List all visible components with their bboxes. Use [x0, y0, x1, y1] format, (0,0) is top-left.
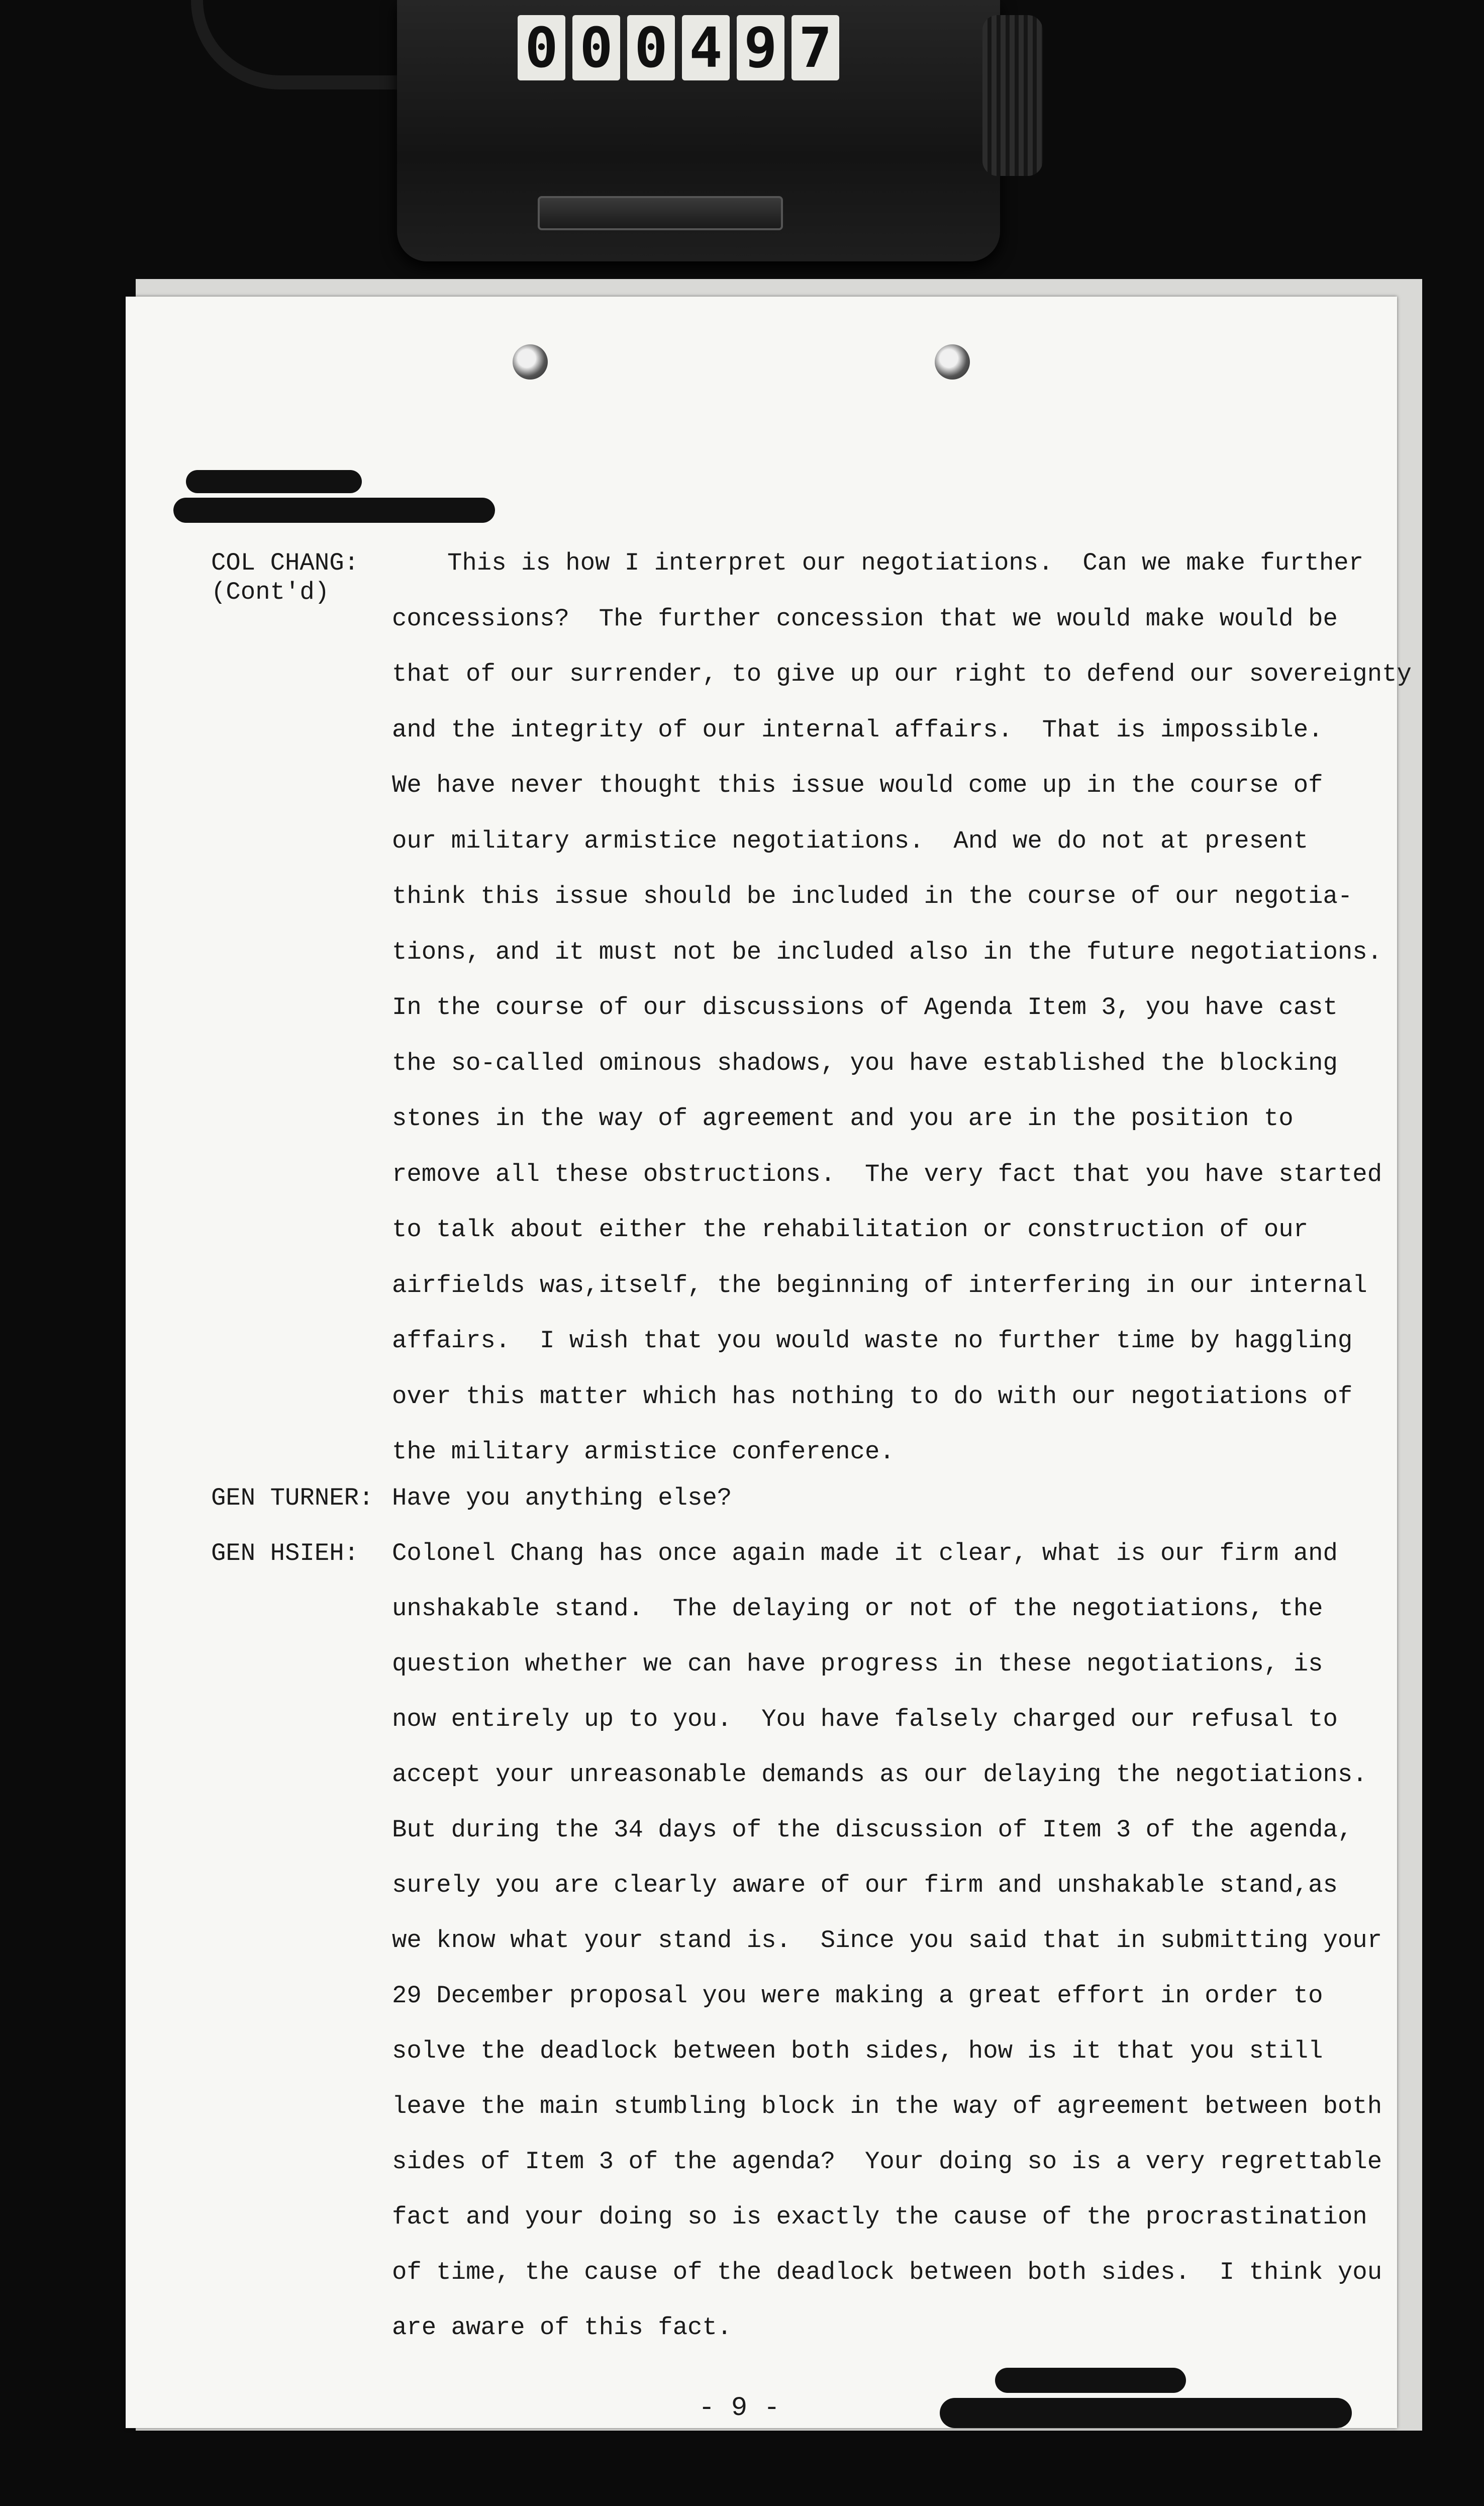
document-page — [126, 297, 1412, 2428]
statement-line: sides of Item 3 of the agenda? Your doing so is a very regrettable — [392, 2148, 1382, 2176]
counter-digit: 0 — [572, 15, 620, 80]
speaker-gen-hsieh: GEN HSIEH: — [211, 1539, 359, 1567]
frame-counter-digits — [518, 15, 839, 80]
counter-digit: 0 — [518, 15, 565, 80]
redaction-bar — [173, 498, 495, 523]
statement-line: of time, the cause of the deadlock between both sides. I think you — [392, 2258, 1382, 2286]
statement-line: stones in the way of agreement and you are in the position to — [392, 1104, 1294, 1133]
statement-line: now entirely up to you. You have falsely charged our refusal to — [392, 1705, 1338, 1733]
statement-line: that of our surrender, to give up our right to defend our sovereignty — [392, 660, 1412, 688]
statement-line: remove all these obstructions. The very fact that you have started — [392, 1160, 1382, 1188]
statement-line: unshakable stand. The delaying or not of the negotiations, the — [392, 1595, 1323, 1623]
statement-line: to talk about either the rehabilitation or construction of our — [392, 1216, 1309, 1244]
statement-line: concessions? The further concession that we would make would be — [392, 604, 1338, 633]
counter-knob — [982, 15, 1043, 176]
speaker-col-chang: COL CHANG: — [211, 549, 359, 577]
statement-line: fact and your doing so is exactly the cause of the procrastination — [392, 2203, 1367, 2231]
statement-line: we know what your stand is. Since you said that in submitting your — [392, 1926, 1382, 1955]
statement-line: Colonel Chang has once again made it clear, what is our firm and — [392, 1539, 1338, 1567]
counter-plate — [538, 196, 783, 230]
statement-line: We have never thought this issue would come up in the course of — [392, 771, 1323, 799]
redaction-bar — [995, 2368, 1186, 2393]
statement-line: accept your unreasonable demands as our delaying the negotiations. — [392, 1760, 1367, 1789]
redaction-bar — [940, 2398, 1352, 2428]
statement-line: 29 December proposal you were making a great effort in order to — [392, 1982, 1323, 2010]
redaction-bar — [186, 470, 362, 493]
counter-digit: 0 — [627, 15, 675, 80]
punch-hole-left — [513, 344, 548, 380]
statement-line: and the integrity of our internal affairs. That is impossible. — [392, 715, 1323, 744]
statement-line: airfields was,itself, the beginning of interfering in our internal — [392, 1271, 1367, 1300]
statement-line: our military armistice negotiations. And we do not at present — [392, 826, 1309, 855]
statement-line: leave the main stumbling block in the way of agreement between both — [392, 2092, 1382, 2120]
statement-line: tions, and it must not be included also in the future negotiations. — [392, 938, 1382, 966]
speaker-continued: (Cont'd) — [211, 578, 330, 606]
statement-line: question whether we can have progress in these negotiations, is — [392, 1650, 1323, 1678]
punch-hole-right — [935, 344, 970, 380]
counter-digit: 9 — [737, 15, 784, 80]
statement-line: But during the 34 days of the discussion of Item 3 of the agenda, — [392, 1816, 1353, 1844]
counter-digit: 4 — [682, 15, 730, 80]
gen-turner-statement: Have you anything else? — [392, 1484, 732, 1512]
statement-line: In the course of our discussions of Agenda Item 3, you have cast — [392, 993, 1338, 1022]
counter-digit: 7 — [792, 15, 839, 80]
statement-line: This is how I interpret our negotiations. Can we make further — [447, 549, 1364, 577]
statement-line: the military armistice conference. — [392, 1438, 895, 1466]
statement-line: are aware of this fact. — [392, 2313, 732, 2342]
statement-line: think this issue should be included in the course of our negotia- — [392, 882, 1353, 910]
statement-line: solve the deadlock between both sides, how is it that you still — [392, 2037, 1323, 2065]
page-number: - 9 - — [699, 2393, 780, 2424]
statement-line: the so-called ominous shadows, you have established the blocking — [392, 1049, 1338, 1077]
statement-line: over this matter which has nothing to do with our negotiations of — [392, 1382, 1353, 1411]
statement-line: surely you are clearly aware of our firm and unshakable stand,as — [392, 1871, 1338, 1899]
statement-line: affairs. I wish that you would waste no further time by haggling — [392, 1327, 1353, 1355]
speaker-gen-turner: GEN TURNER: — [211, 1484, 374, 1512]
